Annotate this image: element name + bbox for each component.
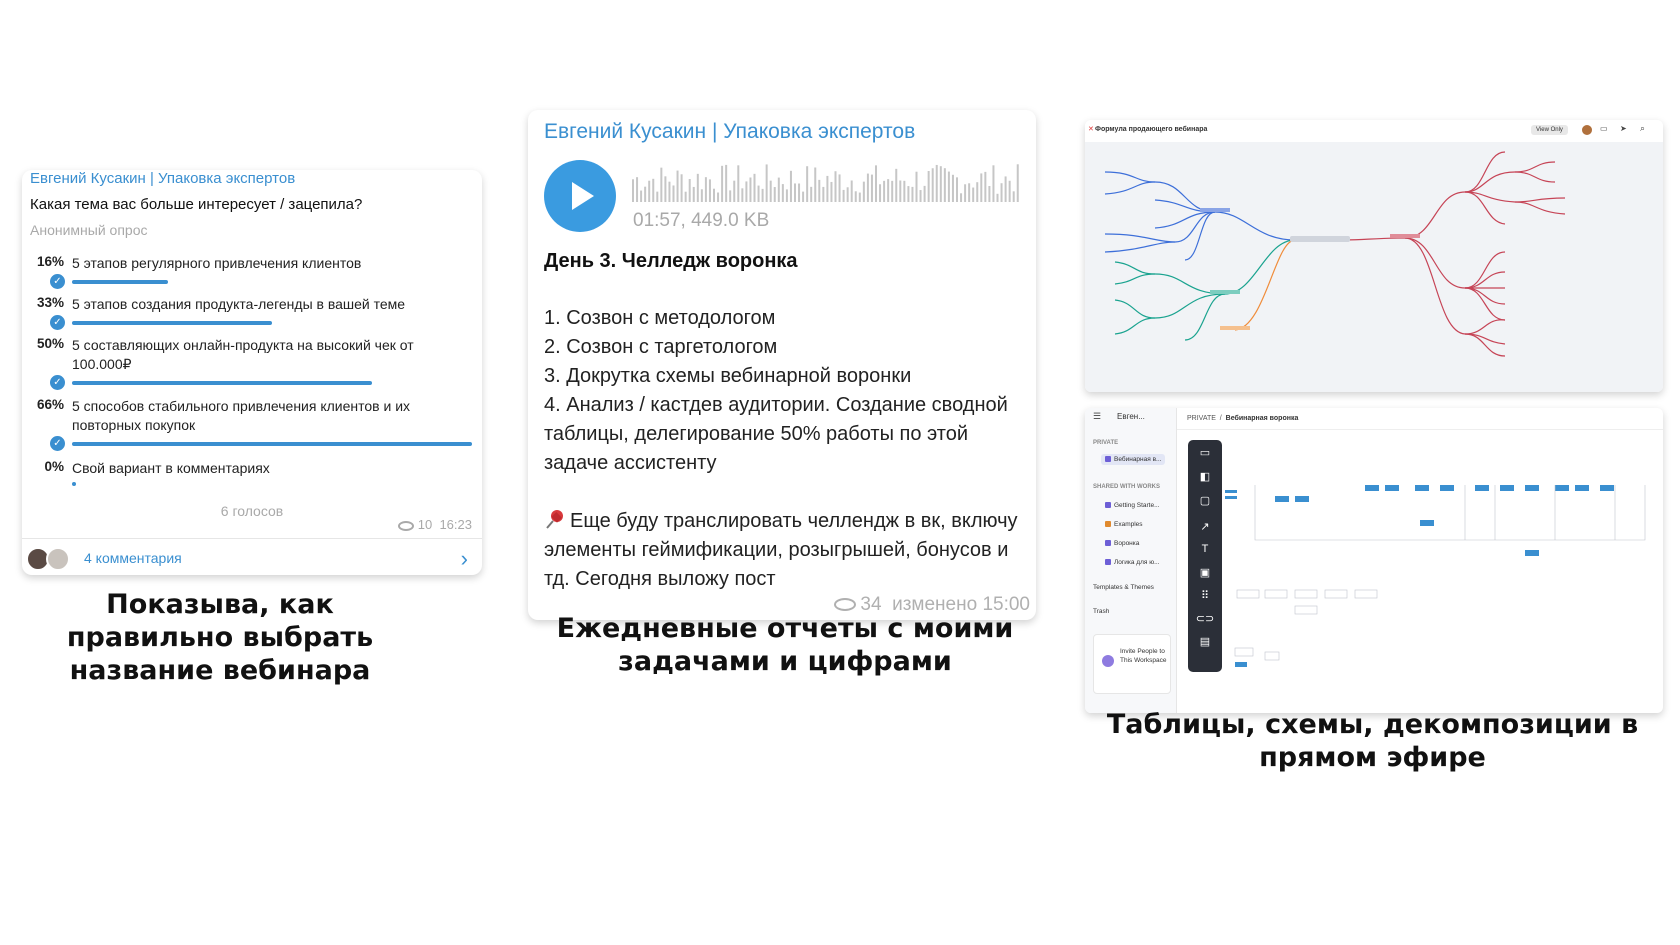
section-shared[interactable]: SHARED WITH WORKS <box>1093 484 1160 490</box>
arrow-tool-icon[interactable]: ↗ <box>1200 521 1210 533</box>
waveform-bar <box>928 171 930 202</box>
folder-tool-icon[interactable]: ▤ <box>1199 636 1211 648</box>
divider <box>22 538 482 539</box>
waveform-bar <box>830 182 832 202</box>
waveform-bar <box>778 178 780 202</box>
view-only-badge[interactable]: View Only <box>1531 125 1568 135</box>
list-item: 3. Докрутка схемы вебинарной воронки <box>544 365 912 387</box>
board-icon <box>1105 456 1111 462</box>
waveform-bar <box>770 181 772 202</box>
waveform-bar <box>924 186 926 202</box>
grid-tool-icon[interactable]: ⠿ <box>1200 590 1210 602</box>
board-icon <box>1105 540 1111 546</box>
waveform-bar <box>762 189 764 202</box>
poll-option-5[interactable] <box>30 459 470 489</box>
poll-option-bar <box>72 280 168 284</box>
waveform-bar <box>867 174 869 202</box>
waveform-bar <box>956 177 958 202</box>
message-note: Еще буду транслировать челлендж в вк, включу элементы геймификации, розыгрышей, бонусов и тд. Сегодня выложу пост <box>544 510 1024 590</box>
sidebar-templates[interactable]: Templates & Themes <box>1093 584 1154 591</box>
waveform-bar <box>745 181 747 202</box>
waveform-bar <box>733 181 735 202</box>
voice-author[interactable]: Евгений Кусакин | Упаковка экспертов <box>544 120 916 143</box>
waveform-bar <box>936 165 938 202</box>
workspace-name[interactable]: Евген... <box>1117 412 1145 421</box>
shapes-tool-icon[interactable]: ◧ <box>1199 471 1211 483</box>
waveform-bar <box>689 179 691 202</box>
invite-label: Invite People to This Workspace <box>1120 648 1167 664</box>
waveform-bar <box>843 190 845 202</box>
waveform-bar <box>822 187 824 202</box>
waveform-bar <box>911 187 913 202</box>
waveform-bar <box>1005 176 1007 202</box>
sidebar-item[interactable]: Getting Starte... <box>1105 502 1160 509</box>
poll-question: Какая тема вас больше интересует / зацепила? <box>30 196 363 213</box>
poll-option-2[interactable] <box>30 295 470 333</box>
poll-option-text: Свой вариант в комментариях <box>72 460 270 476</box>
poll-option-text: 5 составляющих онлайн-продукта на высокий чек от 100.000₽ <box>72 337 414 372</box>
waveform-bar <box>863 182 865 202</box>
waveform-bar <box>790 171 792 202</box>
poll-option-3[interactable] <box>30 336 470 392</box>
waveform-bar <box>814 167 816 202</box>
people-icon <box>1102 655 1114 667</box>
board-canvas[interactable] <box>1225 430 1663 713</box>
poll-option-bar <box>72 442 472 446</box>
comments-label: 4 комментария <box>84 550 182 566</box>
waveform-bar <box>997 194 999 202</box>
waveform-bar <box>916 172 918 202</box>
waveform-bar <box>984 172 986 202</box>
waveform-bar <box>835 171 837 202</box>
board-icon <box>1105 502 1111 508</box>
waveform-bar <box>721 166 723 202</box>
waveform-bar <box>786 189 788 202</box>
waveform-bar <box>972 188 974 202</box>
waveform-bar <box>741 188 743 202</box>
waveform-bar <box>826 176 828 202</box>
waveform-bar <box>660 168 662 202</box>
check-icon: ✓ <box>50 315 65 330</box>
image-tool-icon[interactable]: ▣ <box>1199 567 1211 579</box>
waveform-bar <box>648 181 650 202</box>
poll-option-bar <box>72 482 76 486</box>
waveform-bar <box>903 181 905 202</box>
poll-message-card <box>22 170 482 575</box>
waveform-bar <box>940 166 942 202</box>
waveform-bar <box>899 180 901 202</box>
waveform-bar <box>749 177 751 202</box>
comments-button[interactable] <box>22 540 482 575</box>
waveform-bar <box>976 182 978 202</box>
waveform-bar <box>725 165 727 202</box>
edited-timestamp: изменено 15:00 <box>892 594 1030 615</box>
text-tool-icon[interactable]: T <box>1201 543 1209 555</box>
waveform-bar <box>883 181 885 202</box>
waveform-bar <box>855 191 857 202</box>
mindmap-title: Формула продающего вебинара <box>1095 126 1208 133</box>
sidebar-item[interactable]: Examples <box>1105 521 1143 528</box>
waveform-bar <box>944 168 946 202</box>
close-icon[interactable]: ✕ <box>1088 126 1094 133</box>
poll-option-text: 5 этапов создания продукта-легенды в вашей теме <box>72 296 406 312</box>
check-icon: ✓ <box>50 436 65 451</box>
play-button[interactable] <box>544 160 616 232</box>
waveform-bar <box>992 165 994 202</box>
waveform-bar <box>668 182 670 202</box>
waveform-bar <box>968 183 970 202</box>
waveform-bar <box>681 174 683 202</box>
eye-icon <box>834 598 856 611</box>
mindmap-screenshot <box>1085 120 1663 392</box>
poll-type-label: Анонимный опрос <box>30 222 148 238</box>
waveform-bar <box>964 184 966 202</box>
message-title: День 3. Челледж воронка <box>544 250 798 272</box>
waveform-bar <box>640 191 642 202</box>
invite-people-button[interactable] <box>1093 634 1171 694</box>
waveform-bar <box>794 183 796 202</box>
breadcrumb[interactable]: PRIVATE / Вебинарная воронка <box>1187 415 1299 422</box>
waveform-bar <box>652 179 654 202</box>
waveform-bar <box>920 190 922 202</box>
chevron-right-icon: › <box>460 546 468 571</box>
waveform-bar <box>1009 181 1011 202</box>
caption-middle: Ежедневные отчеты с моими задачами и цифрами <box>556 613 1014 677</box>
waveform-bar <box>717 192 719 202</box>
waveform-bar <box>1013 191 1015 202</box>
list-item: 2. Созвон с таргетологом <box>544 336 778 358</box>
waveform-bar <box>701 189 703 202</box>
eye-icon <box>398 521 414 531</box>
send-icon[interactable]: ➤ <box>1620 124 1627 133</box>
waveform-bar <box>980 173 982 202</box>
waveform-bar <box>802 192 804 202</box>
poll-vote-count: 6 голосов <box>220 503 284 519</box>
board-icon <box>1105 559 1111 565</box>
waveform-bar <box>713 189 715 202</box>
poll-option-percent: 66% <box>36 397 64 412</box>
waveform-bar <box>774 187 776 202</box>
waveform-bar <box>673 185 675 202</box>
sidebar-item[interactable]: Воронка <box>1105 540 1139 547</box>
poll-option-text: 5 этапов регулярного привлечения клиентов <box>72 255 362 271</box>
mindmap-topbar <box>1085 120 1663 142</box>
message-body <box>544 304 1030 594</box>
check-icon: ✓ <box>50 274 65 289</box>
waveform-bar <box>1017 164 1019 202</box>
waveform-bar <box>871 175 873 202</box>
poll-option-4[interactable] <box>30 397 470 453</box>
frame-tool-icon[interactable]: ▢ <box>1199 495 1211 507</box>
waveform-bar <box>632 179 634 202</box>
poll-option-percent: 50% <box>36 336 64 351</box>
waveform-bar <box>636 177 638 202</box>
waveform-bar <box>693 187 695 202</box>
waveform-bar <box>859 193 861 202</box>
poll-option-percent: 16% <box>36 254 64 269</box>
waveform-bar <box>875 165 877 202</box>
waveform-bar <box>932 168 934 202</box>
section-private[interactable]: PRIVATE <box>1093 440 1119 446</box>
voice-duration: 01:57, 449.0 KB <box>633 210 770 231</box>
waveform-bar <box>705 177 707 202</box>
waveform-bar <box>952 175 954 202</box>
check-icon: ✓ <box>50 375 65 390</box>
view-count: 10 <box>417 517 433 532</box>
poll-option-percent: 0% <box>44 459 64 474</box>
waveform-bar <box>960 193 962 202</box>
poll-option-percent: 33% <box>36 295 64 310</box>
select-tool-icon[interactable]: ▭ <box>1199 447 1211 459</box>
waveform-bar <box>782 184 784 202</box>
workspace-sidebar <box>1085 408 1177 713</box>
waveform-bar <box>656 192 658 202</box>
view-count: 34 <box>860 594 882 615</box>
comment-icon[interactable]: ▭ <box>1600 124 1608 133</box>
pushpin-icon <box>544 508 566 530</box>
waveform-bar <box>818 180 820 202</box>
waveform-bar <box>810 187 812 202</box>
sidebar-item-active[interactable]: Вебинарная в... <box>1101 454 1165 465</box>
waveform-bar <box>758 186 760 202</box>
poll-meta <box>398 517 472 532</box>
poll-option-1[interactable] <box>30 254 470 292</box>
timestamp: 16:23 <box>439 517 472 532</box>
poll-author[interactable]: Евгений Кусакин | Упаковка экспертов <box>30 170 296 187</box>
waveform-bar <box>677 171 679 202</box>
waveform-bar <box>1001 183 1003 202</box>
waveform-bar <box>709 179 711 202</box>
waveform-bar <box>879 184 881 202</box>
waveform-bar <box>895 169 897 202</box>
board-topbar <box>1177 408 1663 430</box>
waveform-bar <box>847 187 849 202</box>
waveform-bar <box>685 192 687 202</box>
waveform-bar <box>988 186 990 202</box>
play-icon <box>572 182 594 210</box>
avatar <box>46 547 70 571</box>
mindmap-canvas[interactable] <box>1085 142 1663 392</box>
waveform-bar <box>766 164 768 202</box>
poll-option-text: 5 способов стабильного привлечения клиентов и их повторных покупок <box>72 398 411 433</box>
waveform-bar <box>697 174 699 202</box>
list-item: 4. Анализ / кастдев аудитории. Создание сводной таблицы, делегирование 50% работы по этой задаче ассистенту <box>544 394 1014 474</box>
waveform-bar <box>798 183 800 202</box>
waveform-bar <box>644 187 646 202</box>
waveform-bar <box>754 174 756 202</box>
whiteboard-screenshot <box>1085 408 1663 713</box>
waveform-bar <box>891 181 893 202</box>
menu-icon[interactable]: ☰ <box>1093 411 1102 421</box>
sidebar-trash[interactable]: Trash <box>1093 608 1110 615</box>
waveform-bar <box>948 172 950 202</box>
waveform-bar <box>729 190 731 202</box>
waveform-bar <box>737 165 739 202</box>
avatar <box>1582 125 1592 135</box>
board-toolbar <box>1188 440 1222 672</box>
waveform-bar <box>887 179 889 202</box>
waveform-bar <box>851 180 853 202</box>
audio-waveform[interactable] <box>632 162 1022 204</box>
poll-option-bar <box>72 381 372 385</box>
search-icon[interactable]: ⌕ <box>1640 123 1646 133</box>
caption-left: Показыва, как правильно выбрать название вебинара <box>66 589 374 686</box>
waveform-bar <box>806 166 808 202</box>
list-item: 1. Созвон с методологом <box>544 307 776 329</box>
sidebar-item[interactable]: Логика для ю... <box>1105 559 1160 566</box>
poll-option-bar <box>72 321 272 325</box>
waveform-bar <box>664 176 666 202</box>
caption-right: Таблицы, схемы, декомпозиции в прямом эфире <box>1106 709 1639 773</box>
grid-icon <box>1105 521 1111 527</box>
voice-message-card <box>528 110 1036 620</box>
waveform-bar <box>907 186 909 202</box>
waveform-bar <box>839 174 841 202</box>
link-tool-icon[interactable]: ⊂⊃ <box>1195 613 1215 625</box>
